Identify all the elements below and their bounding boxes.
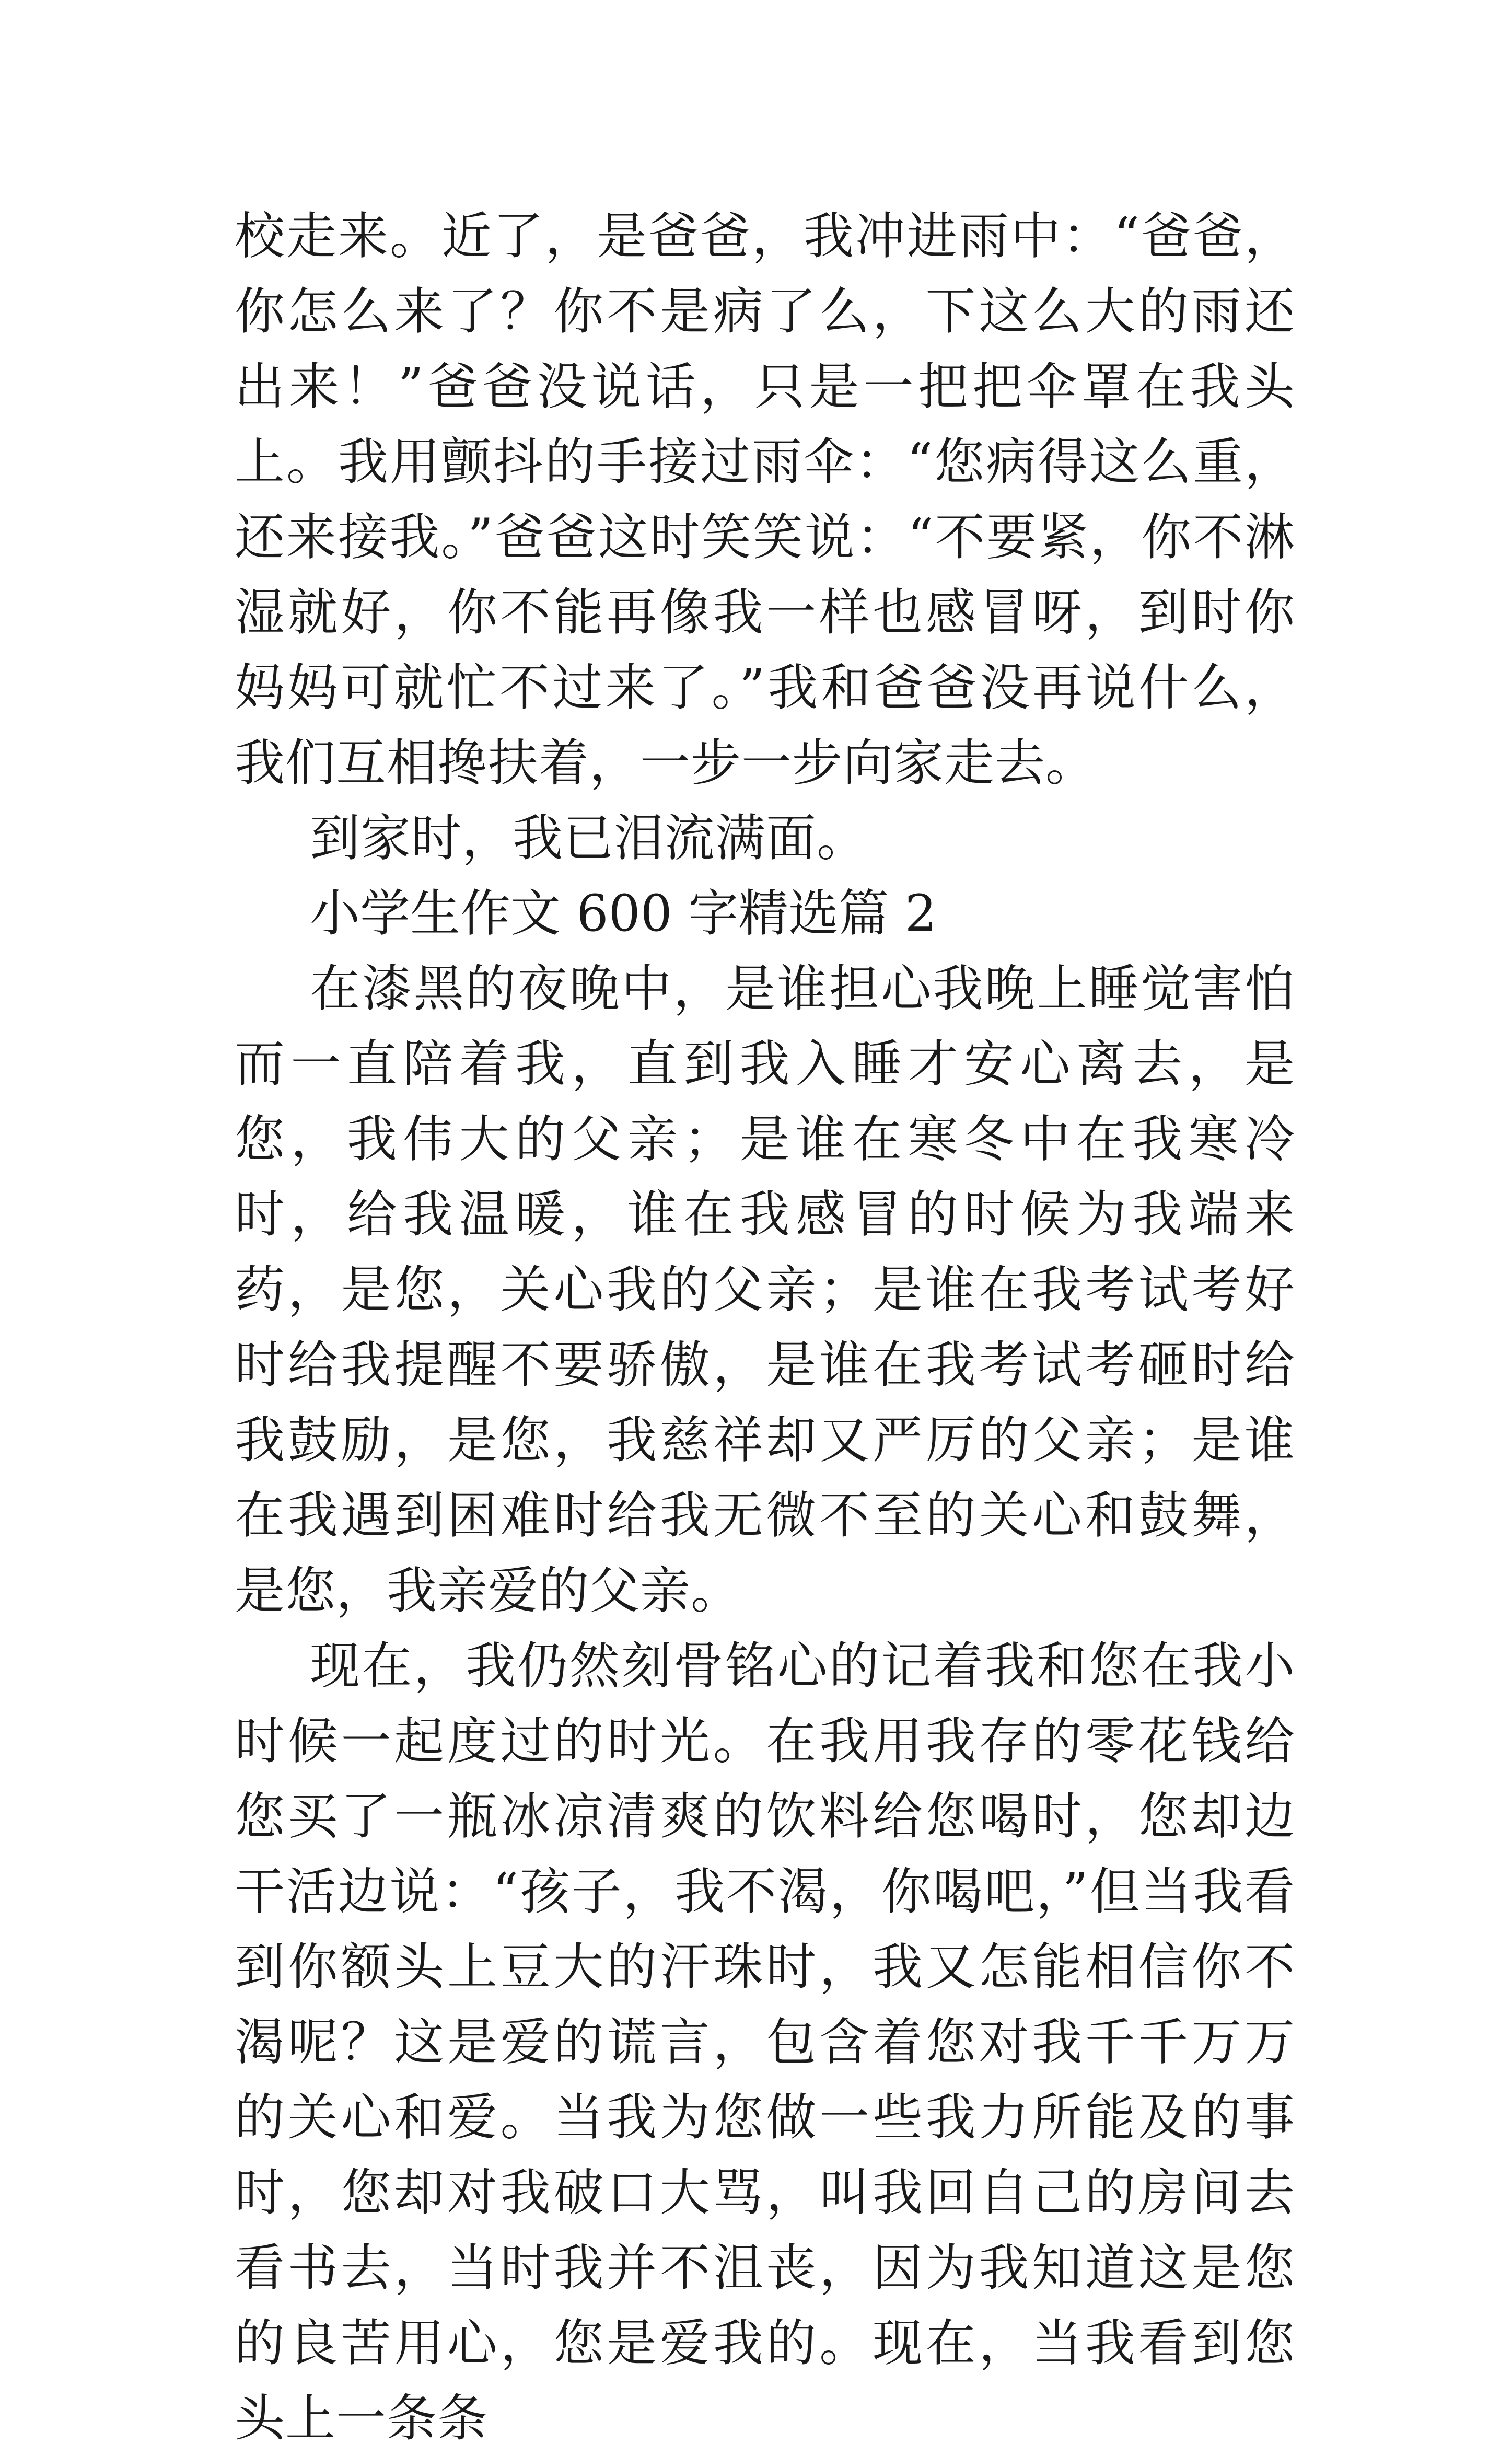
paragraph-father-who: 在漆黑的夜晚中，是谁担心我晚上睡觉害怕而一直陪着我，直到我入睡才安心离去，是您，我伟大的父亲；是谁在寒冬中在我寒冷时，给我温暖，谁在我感冒的时候为我端来药，是您，关心我的父亲；是谁在我考试考好时给我提醒不要骄傲，是谁在我考试考砸时给我鼓励，是您，我慈祥却又严厉的父亲；是谁在我遇到困难时给我无微不至的关心和鼓舞，是您，我亲爱的父亲。: [235, 959, 1295, 1620]
section-heading: 小学生作文 600 字精选篇 2: [310, 884, 937, 943]
paragraph-arrive-home: 到家时，我已泪流满面。: [310, 809, 867, 867]
paragraph-rain-umbrella: 校走来。近了，是爸爸，我冲进雨中：“爸爸，你怎么来了？你不是病了么，下这么大的雨还出来！”爸爸没说话，只是一把把伞罩在我头上。我用颤抖的手接过雨伞：“您病得这么重，还来接我。”爸爸这时笑笑说：“不要紧，你不淋湿就好，你不能再像我一样也感冒呀，到时你妈妈可就忙不过来了。”我和爸爸没再说什么，我们互相搀扶着，一步一步向家走去。: [235, 207, 1295, 792]
document-page: [235, 199, 1295, 2456]
paragraph-memories: 现在，我仍然刻骨铭心的记着我和您在我小时候一起度过的时光。在我用我存的零花钱给您买了一瓶冰凉清爽的饮料给您喝时，您却边干活边说：“孩子，我不渴，你喝吧，”但当我看到你额头上豆大的汗珠时，我又怎能相信你不渴呢？这是爱的谎言，包含着您对我千千万万的关心和爱。当我为您做一些我力所能及的事时，您却对我破口大骂，叫我回自己的房间去看书去，当时我并不沮丧，因为我知道这是您的良苦用心，您是爱我的。现在，当我看到您头上一条条: [235, 1637, 1295, 2448]
